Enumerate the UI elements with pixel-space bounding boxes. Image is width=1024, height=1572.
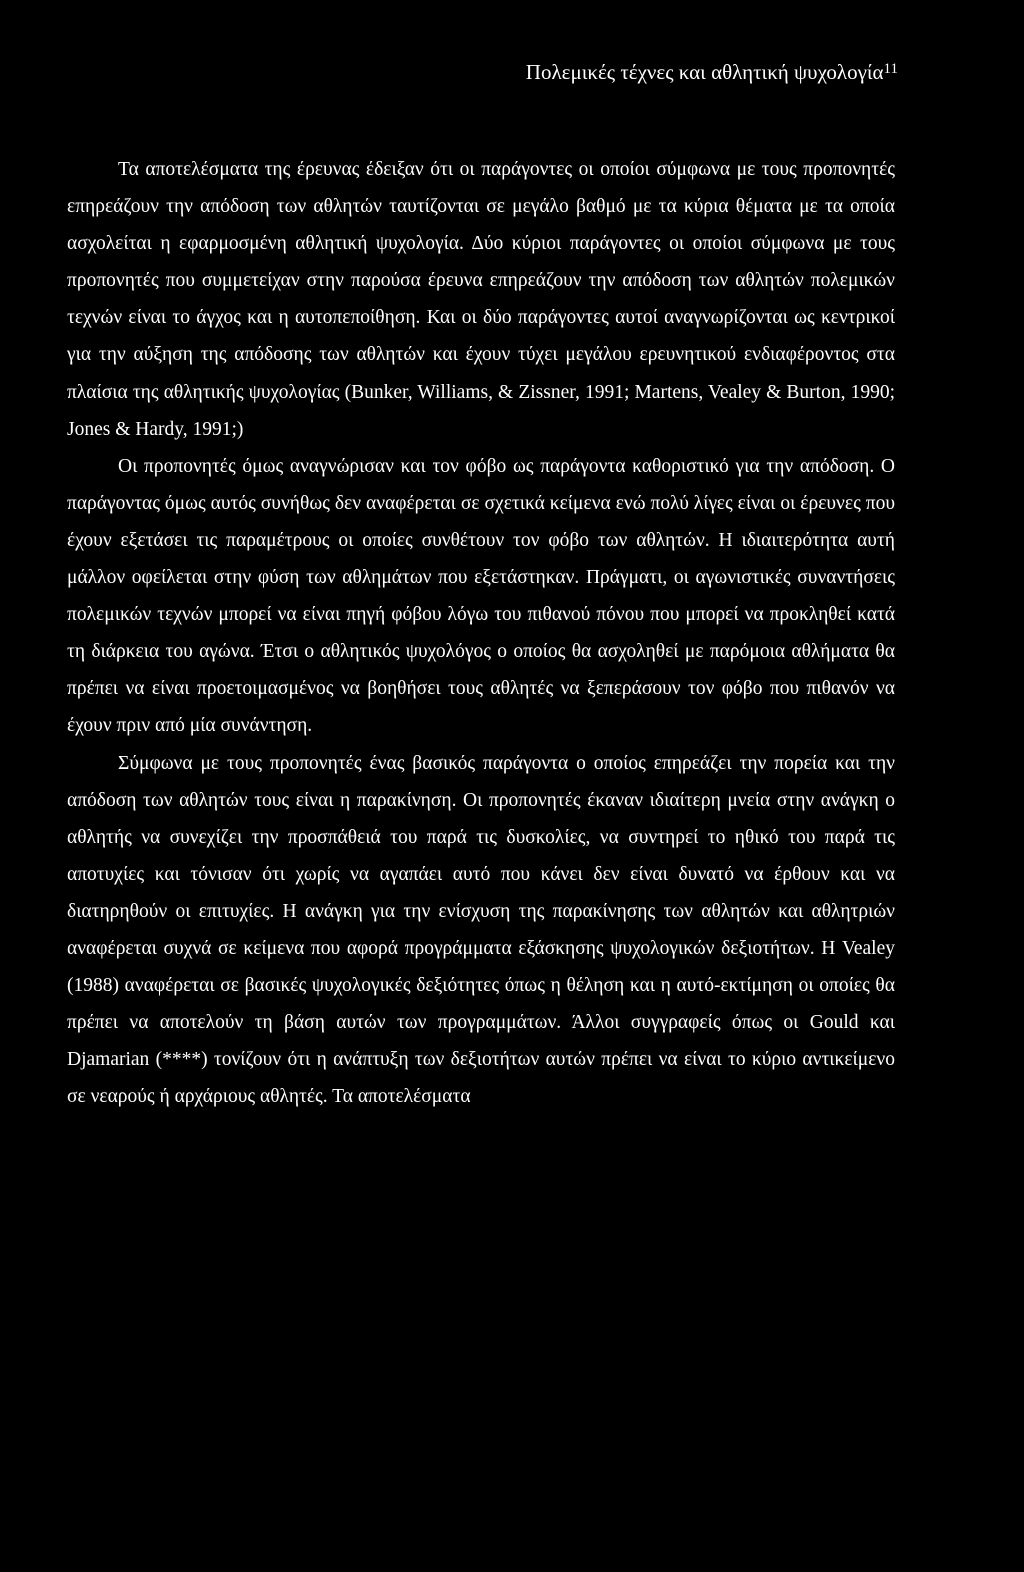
paragraph-1: Τα αποτελέσματα της έρευνας έδειξαν ότι οι παράγοντες οι οποίοι σύμφωνα με τους προπονητές επηρεάζουν την απόδοση των αθλητών ταυτίζονται σε μεγάλο βαθμό με τα κύρια θέματα με τα οποία ασχολείται η εφαρμοσμένη αθλητική ψυχολογία. Δύο κύριοι παράγοντες οι οποίοι σύμφωνα με τους προπονητές που συμμετείχαν στην παρούσα έρευνα επηρεάζουν την απόδοση των αθλητών πολεμικών τεχνών είναι το άγχος και η αυτοπεποίθηση. Και οι δύο παράγοντες αυτοί αναγνωρίζονται ως κεντρικοί για την αύξηση της απόδοσης των αθλητών και έχουν τύχει μεγάλου ερευνητικού ενδιαφέροντος στα πλαίσια της αθλητικής ψυχολογίας (Bunker, Williams, & Zissner, 1991; Martens, Vealey & Burton, 1990; Jones & Hardy, 1991;) bbox=[67, 159, 895, 440]
header-title: Πολεμικές τέχνες και αθλητική ψυχολογία bbox=[525, 60, 884, 84]
page-number: 11 bbox=[883, 61, 898, 77]
paragraph-2: Οι προπονητές όμως αναγνώρισαν και τον φόβο ως παράγοντα καθοριστικό για την απόδοση. Ο παράγοντας όμως αυτός συνήθως δεν αναφέρεται σε σχετικά κείμενα ενώ πολύ λίγες είναι οι έρευνες που έχουν εξετάσει τις παραμέτρους οι οποίες συνθέτουν τον φόβο των αθλητών. Η ιδιαιτερότητα αυτή μάλλον οφείλεται στην φύση των αθλημάτων που εξετάστηκαν. Πράγματι, οι αγωνιστικές συναντήσεις πολεμικών τεχνών μπορεί να είναι πηγή φόβου λόγω του πιθανού πόνου που μπορεί να προκληθεί κατά τη διάρκεια του αγώνα. Έτσι ο αθλητικός ψυχολόγος ο οποίος θα ασχοληθεί με παρόμοια αθλήματα θα πρέπει να είναι προετοιμασμένος να βοηθήσει τους αθλητές να ξεπεράσουν τον φόβο που πιθανόν να έχουν πριν από μία συνάντηση. bbox=[67, 455, 895, 737]
running-header bbox=[526, 58, 898, 86]
paragraph-3: Σύμφωνα με τους προπονητές ένας βασικός παράγοντα ο οποίος επηρεάζει την πορεία και την απόδοση των αθλητών τους είναι η παρακίνηση. Οι προπονητές έκαναν ιδιαίτερη μνεία στην ανάγκη ο αθλητής να συνεχίζει την προσπάθειά του παρά τις δυσκολίες, να συντηρεί το ηθικό του παρά τις αποτυχίες και τόνισαν ότι χωρίς να αγαπάει αυτό που κάνει δεν είναι δυνατό να έρθουν και να διατηρηθούν οι επιτυχίες. Η ανάγκη για την ενίσχυση της παρακίνησης των αθλητών και αθλητριών αναφέρεται συχνά σε κείμενα που αφορά προγράμματα εξάσκησης ψυχολογικών δεξιοτήτων. Η Vealey (1988) αναφέρεται σε βασικές ψυχολογικές δεξιότητες όπως η θέληση και η αυτό-εκτίμηση οι οποίες θα πρέπει να αποτελούν τη βάση αυτών των προγραμμάτων. Άλλοι συγγραφείς όπως οι Gould και Djamarian (****) τονίζουν ότι η ανάπτυξη των δεξιοτήτων αυτών πρέπει να είναι το κύριο αντικείμενο σε νεαρούς ή αρχάριους αθλητές. Τα αποτελέσματα bbox=[67, 752, 895, 1108]
body-text bbox=[67, 151, 895, 1115]
